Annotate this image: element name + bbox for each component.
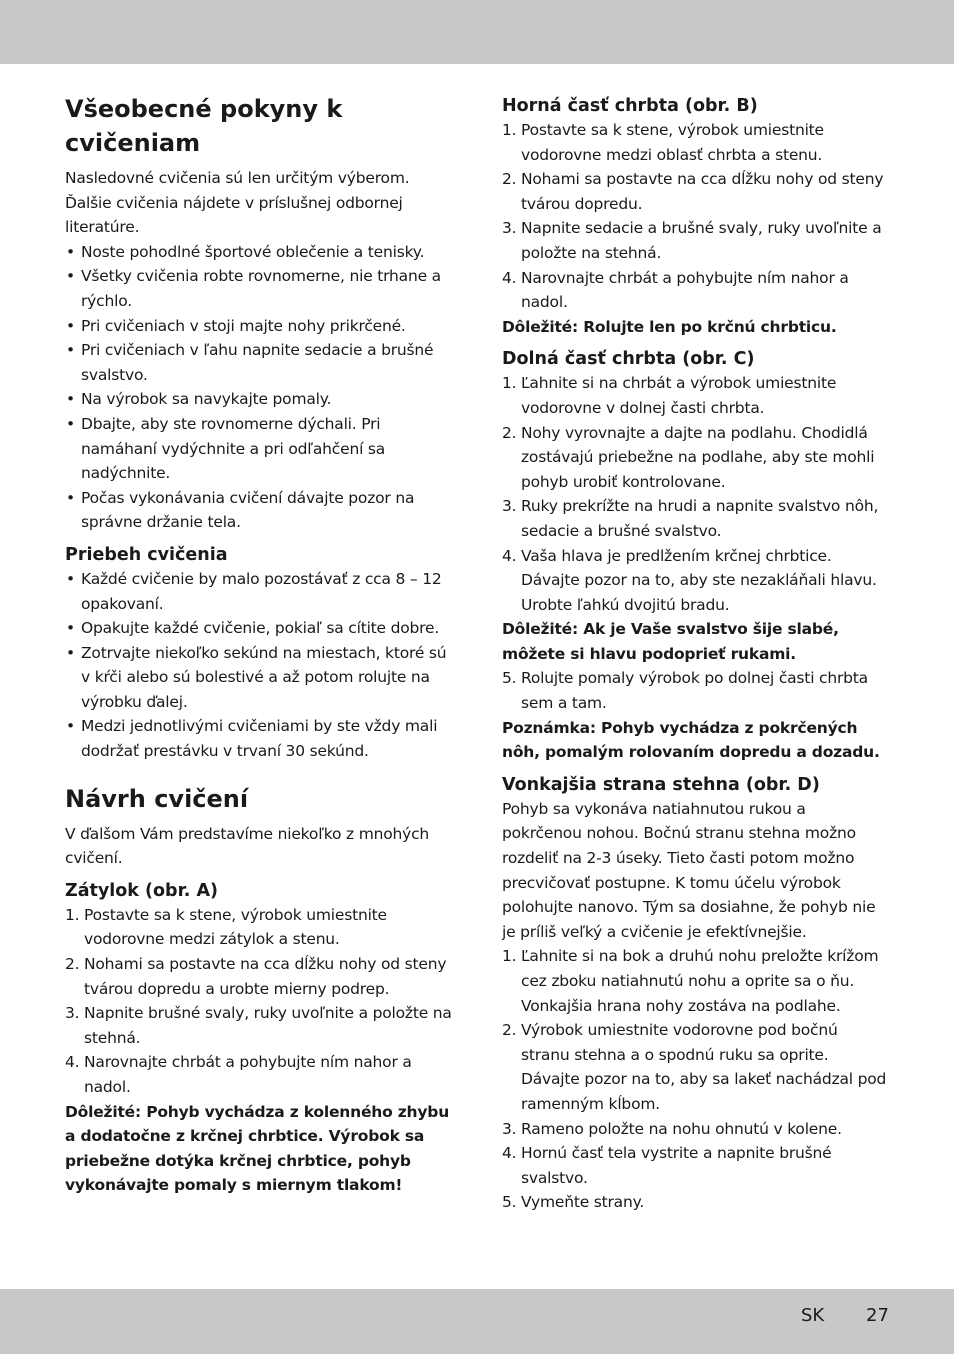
list-item: • Každé cvičenie by malo pozostávať z cca 8 – 12 opakovaní. <box>65 567 453 616</box>
remark-lower-back: Poznámka: Pohyb vychádza z pokrčených nôh, pomalým rolovaním dopredu a dozadu. <box>502 718 880 762</box>
list-item: 4. Narovnajte chrbát a pohybujte ním nahor a nadol. <box>502 268 849 312</box>
list-item: • Zotrvajte niekoľko sekúnd na miestach, ktoré sú v kŕči alebo sú bolestivé a až potom rolujte na výrobku ďalej. <box>65 641 453 715</box>
subheading-exercise-course: Priebeh cvičenia <box>65 544 228 565</box>
list-item: • Opakujte každé cvičenie, pokiaľ sa cítite dobre. <box>65 616 453 641</box>
exercise-course-list <box>65 567 453 764</box>
list-item: 2. Nohami sa postavte na cca dĺžku nohy od steny tvárou dopredu a urobte mierny podrep. <box>65 955 447 998</box>
list-item: • Počas vykonávania cvičení dávajte pozor na správne držanie tela. <box>65 486 453 535</box>
list-item: 4. Hornú časť tela vystrite a napnite brušné svalstvo. <box>502 1144 832 1187</box>
list-item: 3. Napnite sedacie a brušné svaly, ruky uvoľnite a položte na stehná. <box>502 219 882 262</box>
list-item: • Pri cvičeniach v ľahu napnite sedacie a brušné svalstvo. <box>65 338 453 387</box>
subheading-lower-back: Dolná časť chrbta (obr. C) <box>502 349 755 370</box>
lower-back-steps-list-cont <box>502 666 890 715</box>
list-item: • Dbajte, aby ste rovnomerne dýchali. Pri namáhaní vydýchnite a pri odľahčení sa nadýchnite. <box>65 412 453 486</box>
list-item: 5. Rolujte pomaly výrobok po dolnej časti chrbta sem a tam. <box>502 669 868 713</box>
upper-back-steps-list <box>502 118 890 315</box>
list-item: • Na výrobok sa navykajte pomaly. <box>65 387 453 412</box>
important-note-lower-back: Dôležité: Ak je Vaše svalstvo šije slabé, môžete si hlavu podoprieť rukami. <box>502 620 839 663</box>
list-item: 1. Ľahnite si na bok a druhú nohu preložte krížom cez zboku natiahnutú nohu a oprite sa o ňu. Vonkajšia hrana nohy zostáva na podlahe. <box>502 947 879 1015</box>
subheading-neck: Zátylok (obr. A) <box>65 880 218 901</box>
section-title-general-instructions: Všeobecné pokyny k cvičeniam <box>65 95 343 157</box>
page-number: 27 <box>866 1305 889 1326</box>
left-column <box>65 92 453 1198</box>
lower-back-steps-list <box>502 371 890 617</box>
list-item: 1. Postavte sa k stene, výrobok umiestnite vodorovne medzi oblasť chrbta a stenu. <box>502 121 824 164</box>
intro-paragraph: Nasledovné cvičenia sú len určitým výberom. Ďalšie cvičenia nájdete v príslušnej odbornej literatúre. <box>65 169 410 237</box>
list-item: 5. Vymeňte strany. <box>502 1193 645 1212</box>
list-item: 2. Nohy vyrovnajte a dajte na podlahu. Chodidlá zostávajú priebežne na podlahe, aby ste mohli pohyb urobiť kontrolovane. <box>502 423 875 491</box>
list-item: 2. Výrobok umiestnite vodorovne pod bočnú stranu stehna a o spodnú ruku sa oprite. Dávajte pozor na to, aby sa lakeť nachádzal pod ramenným kĺbom. <box>502 1021 887 1113</box>
outer-thigh-intro: Pohyb sa vykonáva natiahnutou rukou a pokrčenou nohou. Bočnú stranu stehna možno rozdeliť na 2-3 úseky. Tieto časti potom možno precvičovať postupne. K tomu účelu výrobok polohujte nanovo. Tým sa dosiahne, že pohyb nie je príliš veľký a cvičenie je efektívnejšie. <box>502 799 876 941</box>
important-note-upper-back: Dôležité: Rolujte len po krčnú chrbticu. <box>502 317 837 336</box>
list-item: 1. Ľahnite si na chrbát a výrobok umiestnite vodorovne v dolnej časti chrbta. <box>502 374 837 417</box>
list-item: 3. Ruky prekrížte na hrudi a napnite svalstvo nôh, sedacie a brušné svalstvo. <box>502 497 879 540</box>
list-item: • Medzi jednotlivými cvičeniami by ste vždy mali dodržať prestávku v trvaní 30 sekúnd. <box>65 714 453 763</box>
neck-steps-list <box>65 903 453 1100</box>
list-item: • Noste pohodlné športové oblečenie a tenisky. <box>65 240 453 265</box>
list-item: • Pri cvičeniach v stoji majte nohy prikrčené. <box>65 314 453 339</box>
proposal-intro: V ďalšom Vám predstavíme niekoľko z mnohých cvičení. <box>65 824 430 868</box>
list-item: 4. Vaša hlava je predlžením krčnej chrbtice. Dávajte pozor na to, aby ste nezakláňali hlavu. Urobte ľahkú dvojitú bradu. <box>502 546 877 614</box>
list-item: • Všetky cvičenia robte rovnomerne, nie trhane a rýchlo. <box>65 264 453 313</box>
subheading-upper-back: Horná časť chrbta (obr. B) <box>502 96 758 116</box>
outer-thigh-steps-list <box>502 944 890 1215</box>
list-item: 1. Postavte sa k stene, výrobok umiestnite vodorovne medzi zátylok a stenu. <box>65 905 387 949</box>
list-item: 2. Nohami sa postavte na cca dĺžku nohy od steny tvárou dopredu. <box>502 170 884 213</box>
subheading-outer-thigh: Vonkajšia strana stehna (obr. D) <box>502 774 820 795</box>
list-item: 4. Narovnajte chrbát a pohybujte ním nahor a nadol. <box>65 1053 412 1096</box>
language-code: SK <box>801 1305 825 1326</box>
list-item: 3. Rameno položte na nohu ohnutú v kolene. <box>502 1119 842 1138</box>
right-column <box>502 94 890 1215</box>
general-instructions-list <box>65 240 453 535</box>
important-note-neck: Dôležité: Pohyb vychádza z kolenného zhybu a dodatočne z krčnej chrbtice. Výrobok sa priebežne dotýka krčnej chrbtice, pohyb vykonávajte pomaly s miernym tlakom! <box>65 1102 450 1195</box>
header-band <box>0 0 954 64</box>
list-item: 3. Napnite brušné svaly, ruky uvoľnite a položte na stehná. <box>65 1004 452 1047</box>
section-title-exercise-proposal: Návrh cvičení <box>65 784 249 813</box>
